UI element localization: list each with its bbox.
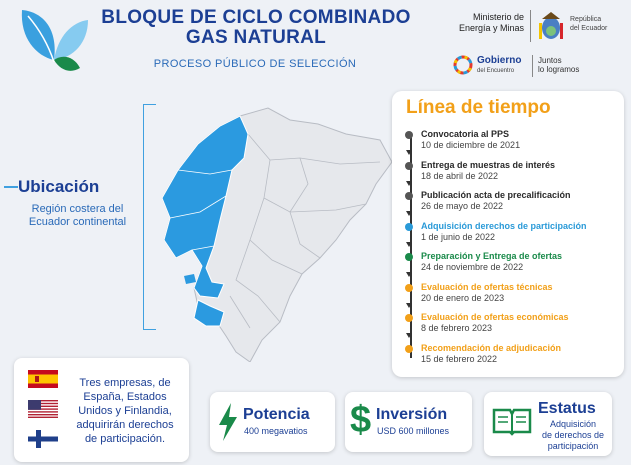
title-line-2: GAS NATURAL <box>185 27 327 48</box>
leaves-logo-icon <box>14 6 92 86</box>
dollar-icon: $ <box>350 399 372 441</box>
companies-text: Tres empresas, de España, Estados Unidos y Finlandia, adquirirán derechos de participación. <box>76 377 174 445</box>
ubicacion-description: Región costera del Ecuador continental <box>28 203 127 228</box>
timeline-dot <box>405 223 413 231</box>
timeline-dot <box>405 131 413 139</box>
timeline-date: 18 de abril de 2022 <box>421 170 499 181</box>
inversion-card <box>345 392 472 452</box>
timeline-arrow <box>406 272 412 277</box>
timeline-card <box>392 91 624 377</box>
timeline-item <box>405 251 620 279</box>
timeline-dot <box>405 192 413 200</box>
timeline-date: 24 de noviembre de 2022 <box>421 262 524 272</box>
timeline-event: Entrega de muestras de interés <box>421 159 556 170</box>
timeline-date: 20 de enero de 2023 <box>421 292 505 303</box>
timeline-arrow <box>406 303 412 308</box>
gobierno-logo <box>452 52 622 82</box>
spain-flag-icon <box>28 370 58 388</box>
timeline-dot <box>405 314 413 322</box>
inversion-value: USD 600 millones <box>377 426 450 436</box>
ubicacion-line <box>4 186 18 188</box>
gobierno-divider <box>532 55 533 77</box>
gobierno-ring-icon <box>452 54 474 76</box>
ministry-name: Ministerio de Energía y Minas <box>458 12 524 33</box>
timeline-arrow <box>406 333 412 338</box>
inversion-title: Inversión <box>376 406 448 423</box>
timeline-title: Línea de tiempo <box>406 97 551 118</box>
timeline-date: 26 de mayo de 2022 <box>421 201 504 211</box>
timeline-date: 10 de diciembre de 2021 <box>421 140 521 150</box>
timeline-date: 1 de junio de 2022 <box>421 231 496 242</box>
ecuador-map <box>140 100 400 362</box>
page-title <box>95 8 417 48</box>
companies-card <box>14 358 189 462</box>
timeline-event: Publicación acta de precalificación <box>421 190 571 200</box>
lightning-icon <box>217 403 239 441</box>
timeline-event: Evaluación de ofertas económicas <box>421 312 569 322</box>
usa-flag-icon <box>28 400 58 418</box>
ministry-divider <box>530 10 531 42</box>
finland-flag-icon <box>28 430 58 448</box>
timeline-arrow <box>406 181 412 186</box>
timeline-event: Preparación y Entrega de ofertas <box>421 251 563 261</box>
timeline-dot <box>405 345 413 353</box>
timeline-item <box>405 160 620 188</box>
potencia-card <box>210 392 335 452</box>
timeline-dot <box>405 284 413 292</box>
republic-name: República del Ecuador <box>570 16 608 32</box>
timeline-dot <box>405 253 413 261</box>
timeline-item <box>405 190 620 218</box>
juntos-slogan: Juntos lo logramos <box>538 56 580 74</box>
timeline-item <box>405 129 620 157</box>
timeline-arrow <box>406 242 412 247</box>
timeline-date: 15 de febrero 2022 <box>421 353 498 364</box>
potencia-value: 400 megavatios <box>244 426 308 436</box>
timeline-dot <box>405 162 413 170</box>
timeline-arrow <box>406 150 412 155</box>
timeline-arrow <box>406 211 412 216</box>
book-icon <box>492 406 532 436</box>
ubicacion-title: Ubicación <box>18 177 100 196</box>
timeline-event: Evaluación de ofertas técnicas <box>421 281 553 292</box>
ministry-logo <box>432 8 627 48</box>
potencia-title: Potencia <box>243 406 310 423</box>
ecuador-crest-icon <box>536 9 566 43</box>
estatus-title: Estatus <box>538 400 596 417</box>
timeline-date: 8 de febrero 2023 <box>421 323 493 333</box>
timeline-item <box>405 312 620 340</box>
gobierno-text: Gobierno del Encuentro <box>477 55 522 74</box>
timeline-item <box>405 221 620 249</box>
estatus-text: Adquisición de derechos de participación <box>541 419 605 451</box>
timeline-item <box>405 343 620 371</box>
gulf-island <box>184 274 196 284</box>
timeline-event: Convocatoria al PPS <box>421 129 510 139</box>
estatus-card <box>484 392 612 456</box>
timeline-event: Adquisición derechos de participación <box>421 220 587 231</box>
timeline-item <box>405 282 620 310</box>
title-line-1: BLOQUE DE CICLO COMBINADO <box>101 7 411 28</box>
page-subtitle: PROCESO PÚBLICO DE SELECCIÓN <box>153 58 357 70</box>
timeline-event: Recomendación de adjudicación <box>421 342 562 353</box>
